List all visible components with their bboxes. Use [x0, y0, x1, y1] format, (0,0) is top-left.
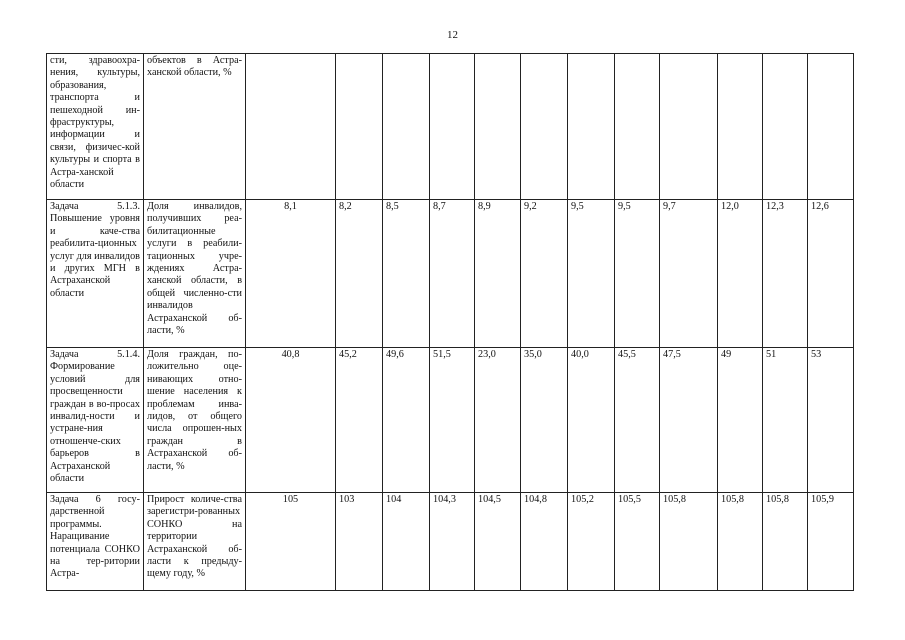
- value-cell: 40,8: [246, 348, 336, 493]
- table-row: [47, 348, 854, 493]
- value-cell: 9,5: [568, 200, 615, 348]
- value-cell: 45,2: [336, 348, 383, 493]
- value-cell: 104,3: [430, 493, 475, 591]
- indicator-cell: объектов в Астра-ханской области, %: [144, 54, 246, 200]
- value-cell: 49,6: [383, 348, 430, 493]
- value-cell: 9,2: [521, 200, 568, 348]
- value-cell: 45,5: [615, 348, 660, 493]
- value-cell: [568, 54, 615, 200]
- value-cell: 105,8: [660, 493, 718, 591]
- value-cell: 104: [383, 493, 430, 591]
- value-cell: 12,0: [718, 200, 763, 348]
- value-cell: [336, 54, 383, 200]
- value-cell: 105,2: [568, 493, 615, 591]
- value-cell: [763, 54, 808, 200]
- value-cell: 23,0: [475, 348, 521, 493]
- indicators-table: [46, 53, 854, 591]
- table-row: [47, 493, 854, 591]
- value-cell: [660, 54, 718, 200]
- value-cell: 51: [763, 348, 808, 493]
- value-cell: 53: [808, 348, 854, 493]
- value-cell: 8,9: [475, 200, 521, 348]
- value-cell: 105,8: [763, 493, 808, 591]
- value-cell: 49: [718, 348, 763, 493]
- value-cell: 9,5: [615, 200, 660, 348]
- value-cell: 35,0: [521, 348, 568, 493]
- value-cell: [246, 54, 336, 200]
- table-row: [47, 54, 854, 200]
- value-cell: 104,8: [521, 493, 568, 591]
- value-cell: 47,5: [660, 348, 718, 493]
- task-cell: Задача 5.1.3. Повышение уровня и каче-ства реабилита-ционных услуг для инвалидов и других МГН в Астраханской области: [47, 200, 144, 348]
- value-cell: 12,3: [763, 200, 808, 348]
- value-cell: 8,5: [383, 200, 430, 348]
- value-cell: 8,2: [336, 200, 383, 348]
- value-cell: 103: [336, 493, 383, 591]
- page-number: 12: [447, 29, 458, 41]
- value-cell: [808, 54, 854, 200]
- task-cell: сти, здравоохра-нения, культуры, образования, транспорта и пешеходной ин-фраструктуры, информации и связи, физичес-кой культуры и спорта в Астра-ханской области: [47, 54, 144, 200]
- indicator-cell: Доля инвалидов, получивших реа-билитационные услуги в реабили-тационных учре-ждениях Астра-ханской области, в общей численно-сти инвалидов Астраханской об-ласти, %: [144, 200, 246, 348]
- table-row: [47, 200, 854, 348]
- value-cell: [383, 54, 430, 200]
- value-cell: 9,7: [660, 200, 718, 348]
- value-cell: [521, 54, 568, 200]
- indicator-cell: Прирост количе-ства зарегистри-рованных СОНКО на территории Астраханской об-ласти к предыду-щему году, %: [144, 493, 246, 591]
- value-cell: 105: [246, 493, 336, 591]
- value-cell: [430, 54, 475, 200]
- value-cell: 12,6: [808, 200, 854, 348]
- value-cell: 8,7: [430, 200, 475, 348]
- value-cell: 105,9: [808, 493, 854, 591]
- value-cell: 8,1: [246, 200, 336, 348]
- value-cell: 105,8: [718, 493, 763, 591]
- value-cell: [475, 54, 521, 200]
- value-cell: [718, 54, 763, 200]
- value-cell: 40,0: [568, 348, 615, 493]
- value-cell: [615, 54, 660, 200]
- value-cell: 51,5: [430, 348, 475, 493]
- task-cell: Задача 6 госу-дарственной программы. Наращивание потенциала СОНКО на тер-ритории Астра-: [47, 493, 144, 591]
- indicator-cell: Доля граждан, по-ложительно оце-нивающих отно-шение населения к проблемам инва-лидов, от общего числа опрошен-ных граждан в Астраханской об-ласти, %: [144, 348, 246, 493]
- value-cell: 105,5: [615, 493, 660, 591]
- value-cell: 104,5: [475, 493, 521, 591]
- task-cell: Задача 5.1.4. Формирование условий для просвещенности граждан в во-просах инвалид-ности и устране-ния отношенче-ских барьеров в Астраханской области: [47, 348, 144, 493]
